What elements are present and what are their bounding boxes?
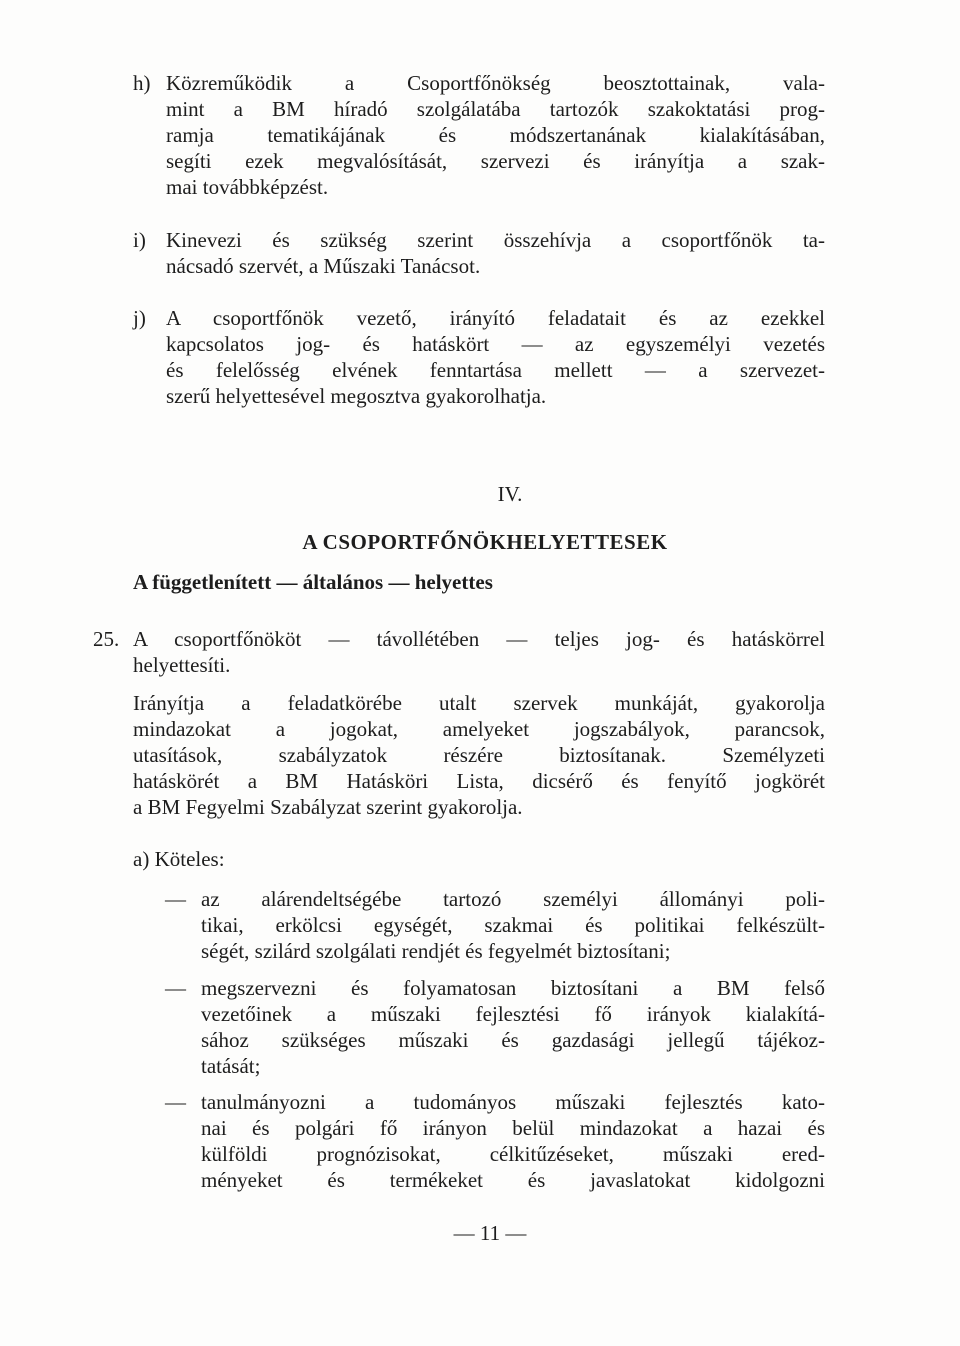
list-item-j: [133, 305, 825, 409]
text-line: és felelősség elvének fenntartása mellett — a szervezet-: [166, 358, 825, 382]
text-line: tatását;: [201, 1054, 261, 1078]
duty-item: [165, 1089, 825, 1193]
paragraph-25-body: [133, 690, 825, 820]
text-line: tanulmányozni a tudományos műszaki fejlesztés kato-: [201, 1090, 825, 1114]
text-line: ségét, szilárd szolgálati rendjét és fegyelmét biztosítani;: [201, 939, 671, 963]
paragraph-25: [93, 626, 825, 678]
text-line: mai továbbképzést.: [166, 175, 329, 199]
text-line: helyettesíti.: [133, 653, 231, 677]
text-line: nai és polgári fő irányon belül mindazokat a hazai és: [201, 1116, 825, 1140]
dash-marker: —: [165, 1090, 186, 1114]
text-line: vezetőinek a műszaki fejlesztési fő irányok kialakítá-: [201, 1002, 825, 1026]
text-line: kapcsolatos jog- és hatáskört — az egyszemélyi vezetés: [166, 332, 825, 356]
duties-label: a) Köteles:: [133, 847, 225, 871]
text-line: sához szükséges műszaki és gazdasági jellegű tájékoz-: [201, 1028, 825, 1052]
text-line: Közreműködik a Csoportfőnökség beosztottainak, vala-: [166, 71, 825, 95]
duty-item: [165, 886, 825, 964]
item-marker: h): [133, 71, 151, 95]
section-subtitle: A függetlenített — általános — helyettes: [133, 570, 493, 594]
text-line: mint a BM híradó szolgálatába tartozók szakoktatási prog-: [166, 97, 825, 121]
section-number: IV.: [497, 482, 523, 506]
text-line: ramja tematikájának és módszertanának kialakításában,: [166, 123, 825, 147]
text-line: megszervezni és folyamatosan biztosítani a BM felső: [201, 976, 825, 1000]
list-item-i: [133, 227, 825, 279]
section-title: A CSOPORTFŐNÖKHELYETTESEK: [302, 530, 668, 554]
text-line: mindazokat a jogokat, amelyeket jogszabályok, parancsok,: [133, 717, 825, 741]
dash-marker: —: [165, 887, 186, 911]
text-line: az alárendeltségébe tartozó személyi állományi poli-: [201, 887, 825, 911]
item-marker: j): [133, 306, 146, 330]
page-number: — 11 —: [453, 1221, 527, 1245]
duty-item: [165, 975, 825, 1079]
text-line: ményeket és termékeket és javaslatokat kidolgozni: [201, 1168, 825, 1192]
text-line: nácsadó szervét, a Műszaki Tanácsot.: [166, 254, 481, 278]
text-line: a BM Fegyelmi Szabályzat szerint gyakorolja.: [133, 795, 523, 819]
text-line: Kinevezi és szükség szerint összehívja a csoportfőnök ta-: [166, 228, 825, 252]
text-line: A csoportfőnököt — távollétében — teljes jog- és hatáskörrel: [133, 627, 825, 651]
text-line: segíti ezek megvalósítását, szervezi és irányítja a szak-: [166, 149, 825, 173]
text-line: A csoportfőnök vezető, irányító feladatait és az ezekkel: [166, 306, 825, 330]
paragraph-number: 25.: [93, 627, 120, 651]
list-item-h: [133, 70, 825, 200]
text-line: hatáskörét a BM Hatásköri Lista, dicsérő és fenyítő jogkörét: [133, 769, 825, 793]
dash-marker: —: [165, 976, 186, 1000]
text-line: utasítások, szabályzatok részére biztosítanak. Személyzeti: [133, 743, 825, 767]
text-line: külföldi prognózisokat, célkitűzéseket, műszaki ered-: [201, 1142, 825, 1166]
text-line: tikai, erkölcsi egységét, szakmai és politikai felkészült-: [201, 913, 825, 937]
text-line: Irányítja a feladatkörébe utalt szervek munkáját, gyakorolja: [133, 691, 825, 715]
item-marker: i): [133, 228, 146, 252]
text-line: szerű helyettesével megosztva gyakorolhatja.: [166, 384, 547, 408]
